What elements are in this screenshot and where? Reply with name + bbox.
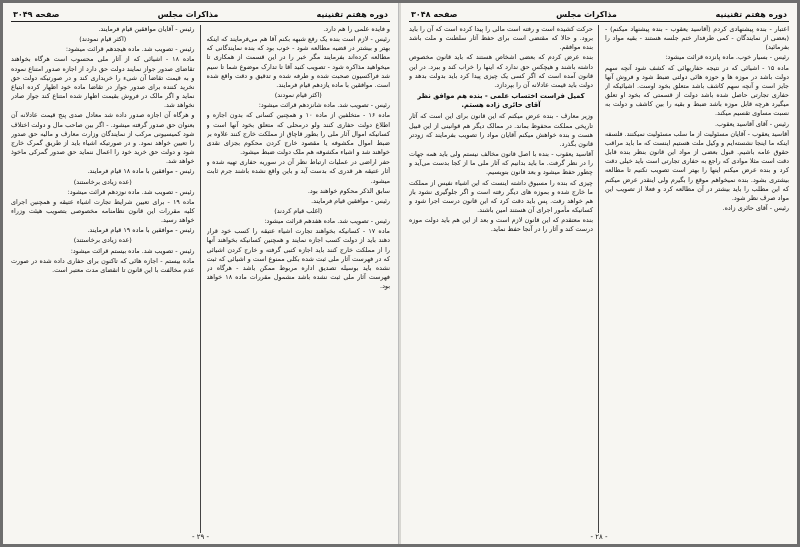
paragraph: سابق الذکر محکوم خواهند بود. (307, 186, 390, 195)
paragraph: ماده بیستم - اجازه هائی که تاکنون برای حفاری داده شده در صورت عدم مخالفت با این قانون تا انقضای مدت معتبر است. (11, 256, 195, 274)
vote-note: (اغلب قیام کردند) (274, 206, 323, 215)
text-columns (11, 25, 390, 533)
header-title: مذاکرات مجلس (556, 9, 617, 19)
vote-note: (اکثر قیام نمودند) (79, 35, 127, 44)
paragraph: رئیس - تصویب شد. ماده هفدهم قرائت میشود: (264, 217, 390, 226)
page-header (11, 7, 390, 22)
header-page-number: صفحه ۳۰۴۹ (13, 9, 60, 19)
paragraph: رئیس - موافقین با ماده ۱۹ قیام فرمایند. (87, 226, 195, 235)
paragraph: رئیس - بسیار خوب. ماده پانزده قرائت میشود: (665, 53, 789, 62)
header-session: دوره هفتم تقنینیه (715, 9, 787, 19)
paragraph: بنده معتقدم که این قانون لازم است و بعد از این هم باید دولت موزه درست کند و آثار را در آنجا حفظ نماید. (409, 216, 593, 234)
page-footer-number: - ۲۹ - (191, 533, 210, 541)
paragraph: ماده ۱۵ - اشیائی که در نتیجه حفاریهائی که کشف شود آنچه سهم دولت باشد در موزه ها و حوزه هائی دولتی ضبط شود و فروش آنها جایز است و آنچه سهم کاشف باشد متعلق بخود اوست. اشیائیکه از حفاری تجارتی حاصل شده باشد دولت از قسمتی که بخود او تعلق میگیرد هرچه قابل موزه باشد ضبط و بقیه را بین کاشف و دولت به نسبت مساوی تقسیم میکند. (605, 63, 789, 118)
page-3049 (3, 3, 399, 544)
header-page-number: صفحه ۳۰۴۸ (411, 9, 458, 19)
paragraph: و فایده علمی را هم دارد. (323, 25, 390, 33)
paragraph: ماده ۱۶ - متخلفین از ماده ۱۰ و همچنین کسانی که بدون اجازه و اطلاع دولت حفاری کنند ولو درمحلی که متعلق بخود آنها است و کسانیکه اموال آثار ملی را بطور قاچاق از مملکت خارج کنند علاوه بر ضبط اموال مکشوفه یا مقصود خارج کردن محکوم بجزای نقدی خواهند شد و اشیاء مکشوفه هم ملک دولت ضبط میشود. (206, 111, 390, 157)
paragraph: رئیس - آقایان موافقین قیام فرمایند. (98, 25, 195, 33)
paragraph: رئیس - تصویب شد. ماده شانزدهم قرائت میشود: (258, 101, 390, 110)
paragraph: رئیس - لازم است بنده یک رفع شبهه بکنم آقا هم می‌فرمایند که اینکه بهتر و بیشتر در قضیه مطالعه شود - خوب بود که بنده نمایندگانی که مطالعه کرده‌اند بفرمایند مگر خبر را در این قسمت از همکاری تا میخواهید مذاکره شود - تصویب کنید آقا تا تدارک موضوع شما تا سیم شد فراکسیون صحبت شده و طرفه شده و تدقیق و دقت واقع شده است. موافقین با ماده یازدهم قیام فرمایند. (206, 35, 390, 89)
paragraph: رئیس - تصویب شد. ماده نوزدهم قرائت میشود: (67, 187, 195, 196)
vote-note: (عده زیادی برخاستند) (73, 177, 132, 186)
text-columns (409, 25, 789, 533)
paragraph: ماده ۱۸ - اشیائی که از آثار ملی محسوب است هرگاه بخواهند تقاضای صدور جواز نمایند دولت حق دارد از اجازه صدور امتناع نموده و به قیمت تقاضا آن شیء را خریداری کند و در صورتیکه دولت حق نخرید کننده برای صدور جواز در تقاضا ماده خود اظهار کرده ابتیاع نماید و اگر مالک در فروش بقیمت اظهار شده امتناع کند جواز صادر نخواهد شد. (11, 55, 195, 110)
paragraph: بنده عرض کردم که بعضی اشخاص هستند که باید قانون مخصوص داشته باشند و هیچکس حق ندارد که اینها را خراب کند و ببرد. در این قانون آمده است که اگر کسی یک چیزی پیدا کرد باید بدولت بدهد و دولت باید قیمت عادلانه آن را بپردازد. (409, 53, 593, 89)
paragraph: رئیس - آقای آقاسید یعقوب. (714, 119, 789, 128)
vote-note: (عده زیادی برخاستند) (73, 236, 132, 245)
paragraph: آقاسید یعقوب - آقایان مسئولیت از ما سلب مسئولیت نمیکنند. فلسفه اینکه ما اینجا نشسته‌ایم و وکیل ملت هستیم اینست که ما باید مراقب حقوق عامه باشیم. قبول بعضی از مواد این قانون بنظر بنده قابل دقت است مثلا موادی که راجع به حفاری تجارتی است باید خیلی دقت کرد و بنده عرض میکنم اینها را بهتر است تصویب نکنیم تا مطالعه بیشتری بشود. بنده نمیخواهم موقع را بگیرم ولی اینقدر عرض میکنم که این مطلب را باید بیشتر در آن مطالعه کرد و فعلا از تصویب این مواد صرف نظر شود. (605, 129, 789, 202)
paragraph: ماده ۱۹ - برای تعیین شرایط تجارت اشیاء عتیقه و همچنین اجرای کلیه مقررات این قانون نظامنامه مخصوصی بتصویب هیئت وزراء خواهد رسید. (11, 197, 195, 225)
paragraph: ماده ۱۷ - کسانیکه بخواهند تجارت اشیاء عتیقه را کسب خود قرار دهند باید از دولت کسب اجازه نمایند و همچنین کسانیکه بخواهند آنها را از مملکت خارج کنند باید اجازه کتبی گرفته و خارج کردن اشیائی که در فهرست آثار ملی ثبت شده بکلی ممنوع است و اشیائی که ثبت نشده باید بوسیله تصدیق اداره مربوط ممکن باشد - هرگاه در فهرست آثار ملی ثبت نشده باشد مشمول مقررات ماده ۱۸ خواهد بود. (206, 227, 390, 291)
paragraph: آقاسید یعقوب - بنده با اصل قانون مخالف نیستم ولی باید همه جهات را در نظر گرفت. ما باید بدانیم که آثار ملی ما از کجا بدست می‌آید و چطور حفظ میشود و بعد قانون بنویسیم. (409, 150, 593, 177)
paragraph: وزیر معارف - بنده عرض میکنم که این قانون برای این است که آثار تاریخی مملکت محفوظ بماند. در ممالک دیگر هم قوانینی از این قبیل هست و بنده خواهش میکنم آقایان مواد را تصویب بفرمایند که زودتر قانون بگذرد. (409, 112, 593, 148)
paragraph: اعتبار - بنده پیشنهادی کردم (آقاسید یعقوب - بنده پیشنهاد میکنم) - (بعضی از نمایندگان - کمی طرفدار ختم جلسه هستند - بقیه مواد را بفرمائید) (605, 25, 789, 52)
page-header (409, 7, 789, 22)
header-session: دوره هفتم تقنینیه (316, 9, 388, 19)
paragraph: رئیس - آقای حائری زاده. (722, 203, 789, 212)
page-footer-number: - ۲۸ - (590, 533, 608, 541)
text-column-left (409, 25, 599, 533)
text-column-right (207, 25, 391, 533)
paragraph: حفر اراضی در عملیات ارتباط نظر آن در سوریه حفاری تهیه شده و آثار عتیقه هر قدری که بدست آید و باین واقع نشده باشند جرم ثابت میشود. (206, 158, 390, 185)
paragraph: و هرگاه آن اجازه صدور داده شد معادل صدی پنج قیمت عادلانه آن بعنوان حق صدور گرفته میشود. - اگر بین صاحب مال و دولت اختلاف شود کمیسیونی مرکب از نمایندگان وزارت معارف و مالیه حق صدور را تعیین خواهد نمود. و در صورتیکه اشیاء باید از طریق گمرک خارج شود و دولت حق خرید خود را اعمال ننماید حق صدور گمرکی ماخوذ خواهد شد. (11, 111, 195, 166)
paragraph: رئیس - موافقین قیام فرمایند. (311, 196, 390, 205)
paragraph: چیزی که بنده را مسبوق داشته اینست که این اشیاء نفیس از مملکت ما خارج شده و بموزه های دیگر رفته است و اگر جلوگیری نشود باز هم خواهد رفت. پس باید دقت کرد که این قانون درست اجرا شود و کسانیکه مأمور اجرای آن هستند امین باشند. (409, 178, 593, 214)
paragraph: حرکت کشیده است و رفته است مالی را پیدا کرده است که آن را باید برود. و حالا که مقتضی است برای حفظ آثار سلطنت و ملت باشد بنده موافقم. (409, 25, 593, 52)
text-column-right (605, 25, 789, 533)
book-spread (3, 3, 797, 544)
paragraph: رئیس - تصویب شد. ماده بیستم قرائت میشود: (70, 246, 195, 255)
speaker-heading: کمیل فراست اختساب علمی - بنده هم موافق نظر آقای حائری زاده هستم. (417, 92, 585, 110)
paragraph: رئیس - موافقین با ماده ۱۸ قیام فرمایند. (87, 167, 195, 176)
paragraph: رئیس - تصویب شد. ماده هیجدهم قرائت میشود: (65, 45, 195, 54)
vote-note: (اکثر قیام نمودند) (274, 91, 322, 100)
text-column-left (11, 25, 201, 533)
header-title: مذاکرات مجلس (157, 9, 219, 19)
page-3048 (401, 3, 797, 544)
